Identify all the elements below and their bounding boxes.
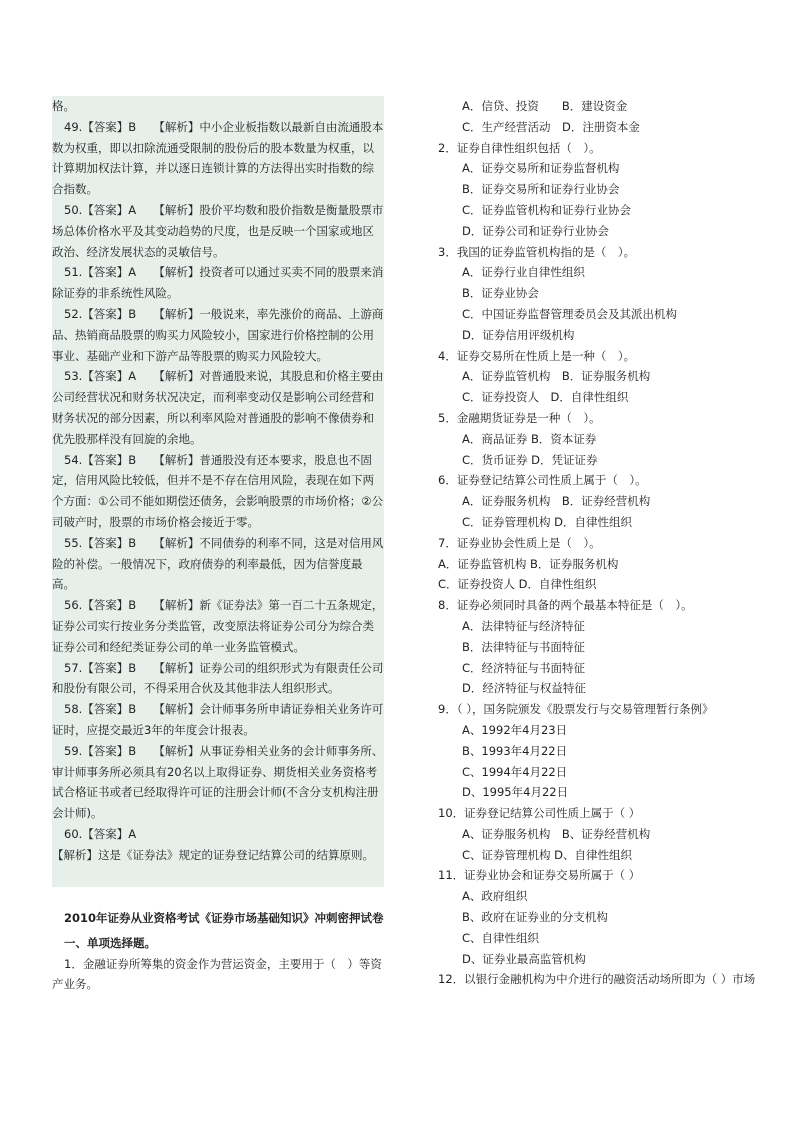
answer-paragraph: 60.【答案】A xyxy=(64,826,137,841)
question-line: A、政府组织 xyxy=(462,889,528,904)
answer-paragraph: 59.【答案】B 【解析】从事证券相关业务的会计师事务所、审计师事务所必须具有20名以上取得证券、期货相关业务资格考试合格证书或者已经取得许可证的注册会计师(不含分支机构注册会计师)。 xyxy=(52,743,384,821)
question-line: B、政府在证券业的分支机构 xyxy=(462,910,608,925)
answer-paragraph: 49.【答案】B 【解析】中小企业板指数以最新自由流通股本数为权重，即以扣除流通受限制的股份后的股本数量为权重，以计算期加权法计算，并以逐日连锁计算的方法得出实时指数的综合指数。 xyxy=(52,119,384,197)
answer-paragraph: 55.【答案】B 【解析】不同债券的利率不同，这是对信用风险的补偿。一般情况下，政府债券的利率最低，因为信誉度最高。 xyxy=(52,535,384,592)
question-line: A．法律特征与经济特征 xyxy=(462,618,585,633)
answer-paragraph: 54.【答案】B 【解析】普通股没有还本要求，股息也不固定，信用风险比较低，但并不是不存在信用风险，表现在如下两个方面：①公司不能如期偿还债务，会影响股票的市场价格；②公司破产时，股票的市场价格会接近于零。 xyxy=(52,452,384,529)
answer-paragraph: 58.【答案】B 【解析】会计师事务所申请证券相关业务许可证时，应提交最近3年的年度会计报表。 xyxy=(52,702,384,737)
question-line: C．经济特征与书面特征 xyxy=(462,660,586,675)
question-1: 1．金融证券所筹集的资金作为营运资金，主要用于（ ）等资产业务。 xyxy=(52,956,382,992)
exam-section xyxy=(52,908,384,995)
question-line: C．证券投资人 D．自律性组织 xyxy=(462,390,629,405)
answer-paragraph: 57.【答案】B 【解析】证券公司的组织形式为有限责任公司和股份有限公司，不得采用合伙及其他非法人组织形式。 xyxy=(52,660,384,696)
question-line: 11．证券业协会和证券交易所属于（ ） xyxy=(438,868,641,883)
question-line: A．商品证券 B．资本证券 xyxy=(462,431,597,446)
question-line: C．中国证券监督管理委员会及其派出机构 xyxy=(462,306,678,321)
answer-paragraph: 51.【答案】A 【解析】投资者可以通过买卖不同的股票来消除证券的非系统性风险。 xyxy=(52,265,384,301)
question-line: B．法律特征与书面特征 xyxy=(462,639,585,654)
question-line: A．证券监管机构 B．证券服务机构 xyxy=(438,556,619,571)
answer-paragraph: 50.【答案】A 【解析】股价平均数和股价指数是衡量股票市场总体价格水平及其变动趋势的尺度，也是反映一个国家或地区政治、经济发展状态的灵敏信号。 xyxy=(52,202,384,259)
question-line: 2．证券自律性组织包括（ ）。 xyxy=(438,140,601,155)
question-line: C、1994年4月22日 xyxy=(462,764,568,779)
answer-paragraph: 【解析】这是《证券法》规定的证券登记结算公司的结算原则。 xyxy=(52,847,374,862)
question-line: 3．我国的证券监管机构指的是（ ）。 xyxy=(438,244,636,259)
answer-column xyxy=(52,96,384,865)
question-line: C．生产经营活动 D．注册资本金 xyxy=(462,119,640,134)
question-line: B．证券业协会 xyxy=(462,286,539,301)
question-line: D．经济特征与权益特征 xyxy=(462,681,586,696)
question-line: A．证券监管机构 B．证券服务机构 xyxy=(462,369,651,384)
question-line: C．证券监管机构和证券行业协会 xyxy=(462,202,632,217)
question-line: C．货币证券 D．凭证证券 xyxy=(462,452,598,467)
answer-paragraph: 53.【答案】A 【解析】对普通股来说，其股息和价格主要由公司经营状况和财务状况决定，而利率变动仅是影响公司经营和财务状况的部分因素，所以利率风险对普通股的影响不像债券和优先股那样没有回旋的余地。 xyxy=(52,369,384,446)
question-line: A．信贷、投资 B．建设资金 xyxy=(462,99,628,113)
question-line: C、证券管理机构 D、自律性组织 xyxy=(462,847,633,862)
question-line: D、证券业最高监管机构 xyxy=(462,951,586,966)
question-line: 8．证券必须同时具备的两个最基本特征是（ ）。 xyxy=(438,598,693,613)
question-column xyxy=(438,96,768,990)
exam-title: 2010年证券从业资格考试《证券市场基础知识》冲刺密押试卷 xyxy=(64,911,384,925)
question-line: A．证券行业自律性组织 xyxy=(462,265,585,280)
question-line: 5．金融期货证券是一种（ ）。 xyxy=(438,410,601,425)
answer-paragraph: 52.【答案】B 【解析】一般说来，率先涨价的商品、上游商品、热销商品股票的购买力风险较小，国家进行价格控制的公用事业、基础产业和下游产品等股票的购买力风险较大。 xyxy=(52,306,384,363)
question-line: B．证券交易所和证券行业协会 xyxy=(462,182,620,197)
question-line: A、1992年4月23日 xyxy=(462,722,568,737)
answer-paragraph: 格。 xyxy=(52,99,75,113)
question-line: A．证券交易所和证券监督机构 xyxy=(462,161,620,176)
question-line: C．证券投资人 D．自律性组织 xyxy=(438,577,597,592)
question-line: 12．以银行金融机构为中介进行的融资活动场所即为（ ）市场 xyxy=(438,972,756,987)
section-heading: 一、单项选择题。 xyxy=(64,935,156,950)
question-line: D、1995年4月22日 xyxy=(462,785,569,800)
question-line: 4．证券交易所在性质上是一种（ ）。 xyxy=(438,348,636,363)
question-line: 7．证券业协会性质上是（ ）。 xyxy=(438,535,601,550)
question-line: A、证券服务机构 B、证券经营机构 xyxy=(462,826,651,841)
answer-paragraph: 56.【答案】B 【解析】新《证券法》第一百二十五条规定，证券公司实行按业务分类监管，改变原法将证券公司分为综合类证券公司和经纪类证券公司的单一业务监管模式。 xyxy=(52,598,384,654)
question-line: 9．（ ），国务院颁发《股票发行与交易管理暂行条例》 xyxy=(438,702,714,717)
question-line: A．证券服务机构 B．证券经营机构 xyxy=(462,494,651,509)
question-line: D．证券公司和证券行业协会 xyxy=(462,223,609,238)
question-line: 6．证券登记结算公司性质上属于（ ）。 xyxy=(438,473,647,488)
question-line: 10．证券登记结算公司性质上属于（ ） xyxy=(438,806,641,821)
question-line: B、1993年4月22日 xyxy=(462,743,568,758)
question-line: C．证券管理机构 D．自律性组织 xyxy=(462,514,633,529)
question-line: D．证券信用评级机构 xyxy=(462,327,575,342)
question-line: C、自律性组织 xyxy=(462,930,540,945)
